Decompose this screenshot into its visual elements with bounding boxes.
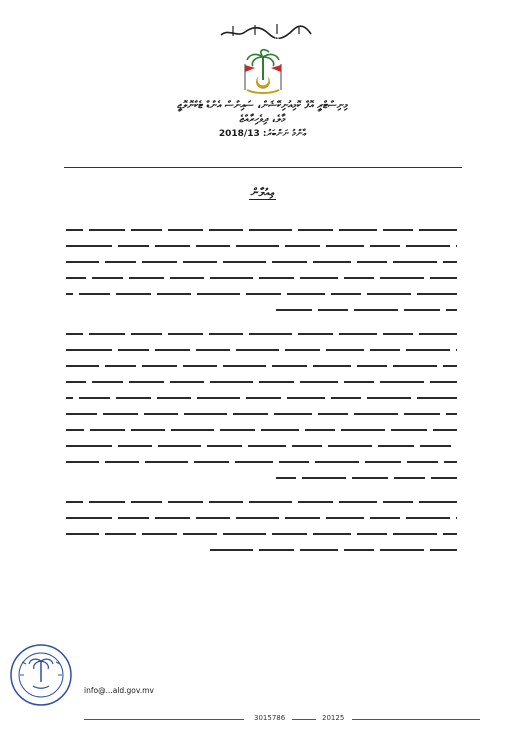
- text-line: [66, 438, 457, 454]
- text-line: [66, 270, 457, 286]
- text-line: [66, 326, 457, 342]
- text-line: [66, 302, 457, 318]
- ministry-name: މިނިސްޓްރީ އޮފް ކޮމިއުނިކޭޝަން، ސައިންސް އެންޑް ޓެކްނޮލޮޖީ: [177, 100, 348, 111]
- footer-text-line: [292, 719, 316, 720]
- bismillah-text: بسم الله الرحمن الرحيم: [239, 36, 291, 42]
- bismillah-calligraphy: [215, 20, 315, 42]
- document-title: [0, 186, 525, 200]
- announcement-body: [66, 222, 457, 566]
- footer-text-line: [84, 719, 244, 720]
- letter-footer: [84, 686, 465, 728]
- body-paragraph: [66, 494, 457, 558]
- text-line: [66, 358, 457, 374]
- text-line: [66, 510, 457, 526]
- text-line: [66, 406, 457, 422]
- text-line: [66, 454, 457, 470]
- text-line: [66, 542, 457, 558]
- footer-email[interactable]: info@...ald.gov.mv: [84, 686, 154, 695]
- text-line: [66, 494, 457, 510]
- text-line: [66, 422, 457, 438]
- text-line: [66, 286, 457, 302]
- footer-text-line: [352, 719, 480, 720]
- footer-phone: 3015786: [254, 714, 286, 722]
- text-line: [66, 390, 457, 406]
- text-line: [66, 470, 457, 486]
- text-line: [66, 374, 457, 390]
- body-paragraph: [66, 326, 457, 486]
- maldives-emblem-icon: [235, 46, 291, 98]
- text-line: [66, 254, 457, 270]
- letterhead: [60, 99, 465, 141]
- official-seal-icon: [8, 642, 74, 708]
- footer-postal-code: 20125: [322, 714, 345, 722]
- text-line: [66, 526, 457, 542]
- reference-number: ޢާންމު ނަންބަރު: 2018/13: [218, 129, 307, 139]
- city-name: މާލެ، ދިވެހިރާއްޖެ: [239, 114, 286, 125]
- header-divider: [64, 167, 462, 168]
- text-line: [66, 238, 457, 254]
- document-title-text: ޢިއުލާން: [250, 186, 275, 199]
- body-paragraph: [66, 222, 457, 318]
- text-line: [66, 342, 457, 358]
- text-line: [66, 222, 457, 238]
